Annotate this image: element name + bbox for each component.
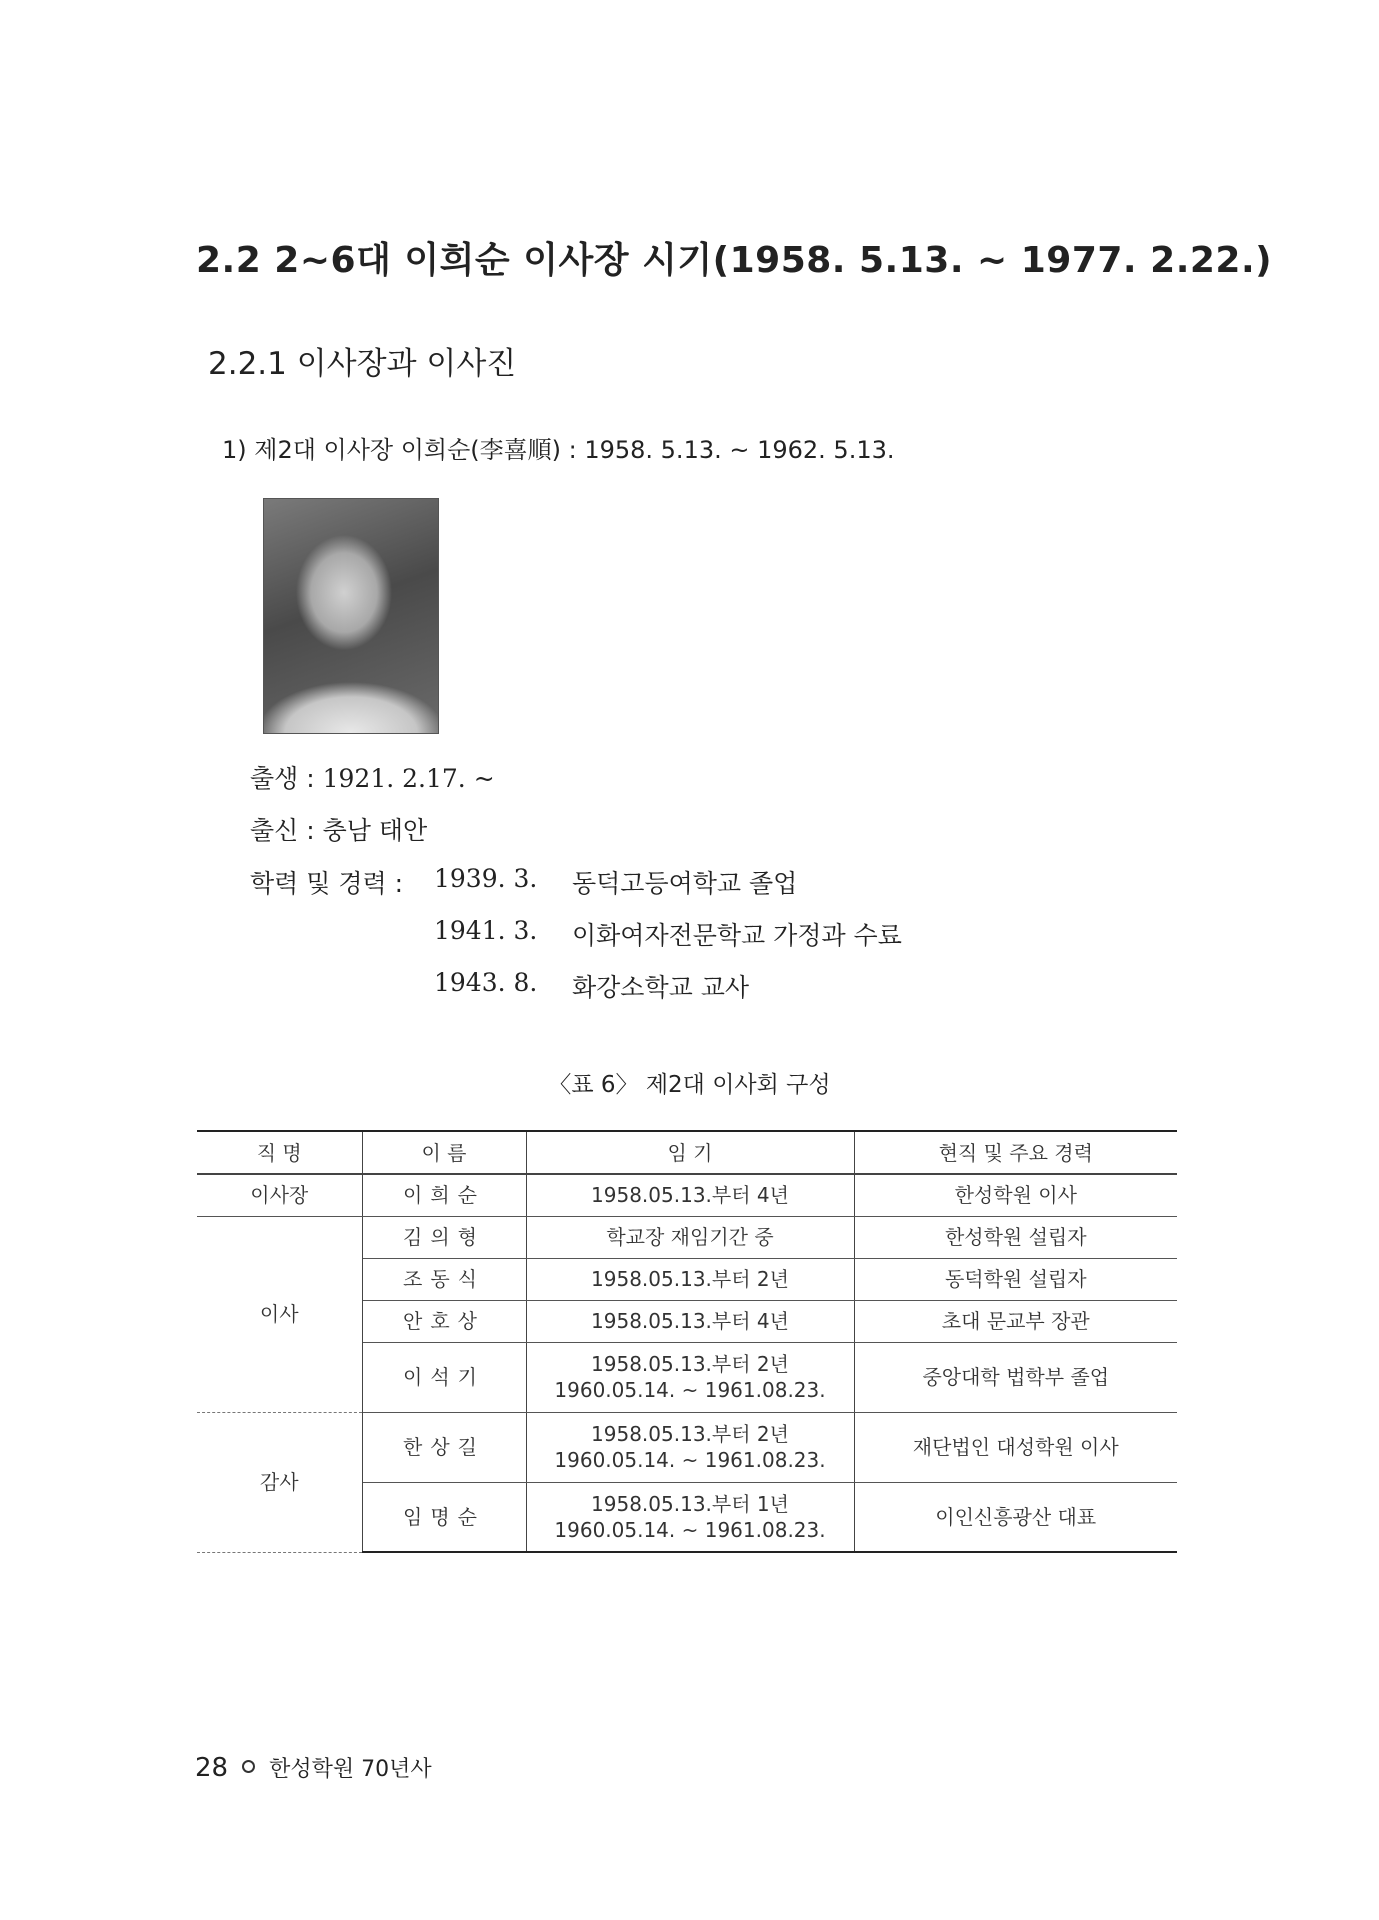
term-line: 1960.05.14. ~ 1961.08.23.: [554, 1448, 826, 1472]
name-cell: 이석기: [362, 1342, 526, 1412]
name-cell: 이희순: [362, 1174, 526, 1216]
term-cell: 1958.05.13.부터 4년: [526, 1300, 854, 1342]
career-cell: 이인신흥광산 대표: [854, 1482, 1177, 1552]
role-cell: 이사: [197, 1216, 362, 1412]
table-caption: 〈표 6〉 제2대 이사회 구성: [548, 1072, 831, 1098]
chairman-heading: 1) 제2대 이사장 이희순(李喜順) : 1958. 5.13. ~ 1962. 5.13.: [222, 436, 895, 464]
term-cell: 학교장 재임기간 중: [526, 1216, 854, 1258]
term-line: 1958.05.13.부터 1년: [591, 1491, 789, 1516]
name-cell: 임명순: [362, 1482, 526, 1552]
name-cell: 한상길: [362, 1412, 526, 1482]
term-cell: 1958.05.13.부터 2년: [526, 1258, 854, 1300]
origin-label: 출신 :: [250, 816, 315, 845]
term-cell: [526, 1482, 854, 1552]
birth-value: 1921. 2.17. ~: [322, 764, 495, 793]
career-date: 1943. 8.: [434, 968, 538, 997]
birth-row: [250, 759, 495, 795]
header-role: 직 명: [197, 1131, 362, 1174]
term-line: 1958.05.13.부터 2년: [591, 1422, 789, 1446]
origin-row: [250, 811, 427, 847]
term-line: 1960.05.14. ~ 1961.08.23.: [554, 1378, 826, 1402]
name-cell: 조동식: [362, 1258, 526, 1300]
header-name: 이 름: [362, 1131, 526, 1174]
birth-label: 출생 :: [250, 764, 315, 793]
section-title: 2.2 2~6대 이희순 이사장 시기(1958. 5.13. ~ 1977. 2.22.): [196, 240, 1273, 281]
role-cell: 감사: [197, 1412, 362, 1552]
table-row: [197, 1174, 1177, 1216]
term-cell: [526, 1412, 854, 1482]
career-cell: 한성학원 설립자: [854, 1216, 1177, 1258]
career-date: 1941. 3.: [434, 916, 538, 945]
role-cell: 이사장: [197, 1174, 362, 1216]
career-cell: 초대 문교부 장관: [854, 1300, 1177, 1342]
page-number: 28: [195, 1753, 229, 1783]
career-cell: 한성학원 이사: [854, 1174, 1177, 1216]
name-cell: 김의형: [362, 1216, 526, 1258]
origin-value: 충남 태안: [322, 816, 428, 845]
career-desc: 이화여자전문학교 가정과 수료: [572, 921, 902, 950]
career-desc: 화강소학교 교사: [572, 973, 749, 1002]
career-cell: 중앙대학 법학부 졸업: [854, 1342, 1177, 1412]
chairman-portrait-photo: [263, 498, 439, 734]
board-members-table: [197, 1130, 1177, 1553]
career-desc: 동덕고등여학교 졸업: [572, 869, 798, 898]
book-title: 한성학원 70년사: [269, 1757, 432, 1782]
header-term: 임 기: [526, 1131, 854, 1174]
name-cell: 안호상: [362, 1300, 526, 1342]
term-cell: [526, 1342, 854, 1412]
page-footer: [195, 1752, 432, 1783]
table-row: [197, 1216, 1177, 1258]
career-date: 1939. 3.: [434, 864, 538, 893]
career-cell: 동덕학원 설립자: [854, 1258, 1177, 1300]
bullet-icon: [242, 1760, 255, 1773]
career-cell: 재단법인 대성학원 이사: [854, 1412, 1177, 1482]
table-header-row: [197, 1131, 1177, 1174]
table-row: [197, 1412, 1177, 1482]
term-cell: 1958.05.13.부터 4년: [526, 1174, 854, 1216]
subsection-title: 2.2.1 이사장과 이사진: [208, 346, 517, 382]
term-line: 1958.05.13.부터 2년: [591, 1352, 789, 1376]
career-label: 학력 및 경력 :: [250, 869, 404, 898]
term-line: 1960.05.14. ~ 1961.08.23.: [554, 1517, 826, 1542]
header-career: 현직 및 주요 경력: [854, 1131, 1177, 1174]
